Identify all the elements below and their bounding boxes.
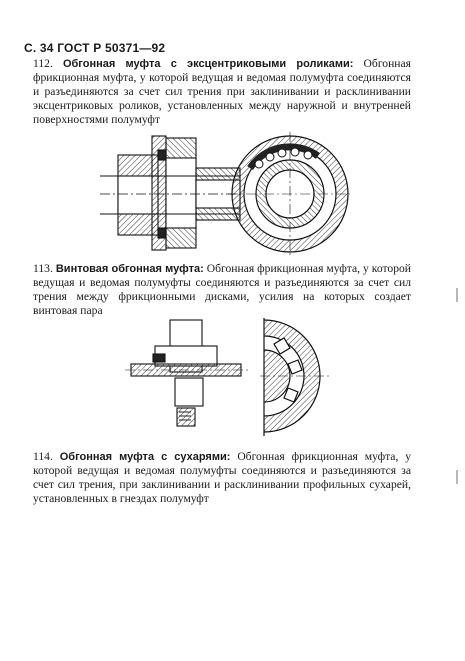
term-name: Обгонная муфта с эксцентриковыми роликами:: [62, 58, 354, 70]
term-name: Обгонная муфта с сухарями:: [59, 451, 231, 463]
term-definition: Обгонная фрикционная муфта, у которой ведущая и ведомая полумуфты соединяются и разъединяются за счет сил трения, при заклинивании и расклинивании профильных сухарей, установленных в гнездах полумуфт: [33, 450, 412, 505]
term-number: 114.: [33, 450, 53, 463]
roller-clutch-drawing-icon: [100, 128, 350, 258]
term-name: Винтовая обгонная муфта:: [55, 263, 204, 275]
term-number: 113.: [33, 262, 53, 275]
term-114: [33, 450, 411, 506]
term-number: 112.: [33, 57, 53, 70]
term-definition: Обгонная фрикционная муфта, у которой ведущая и ведомая полумуфта соединяются и разъединяются за счет сил трения при заклинивании и расклинивании эксцентриковых роликов, установленных между наружной и внутренней поверхностями полумуфт: [33, 57, 411, 126]
page-header: С. 34 ГОСТ Р 50371—92: [24, 41, 166, 55]
margin-mark: [456, 288, 458, 302]
margin-mark: [456, 470, 458, 484]
term-112: [33, 57, 411, 127]
screw-clutch-drawing-icon: [125, 318, 335, 438]
term-113: [33, 262, 411, 318]
term-definition: Обгонная фрикционная муфта, у которой ведущая и ведомая полумуфты соединяются и разъединяются за счет сил трения между фрикционными дисками, усилия на которых создает винтовая пара: [33, 262, 411, 317]
